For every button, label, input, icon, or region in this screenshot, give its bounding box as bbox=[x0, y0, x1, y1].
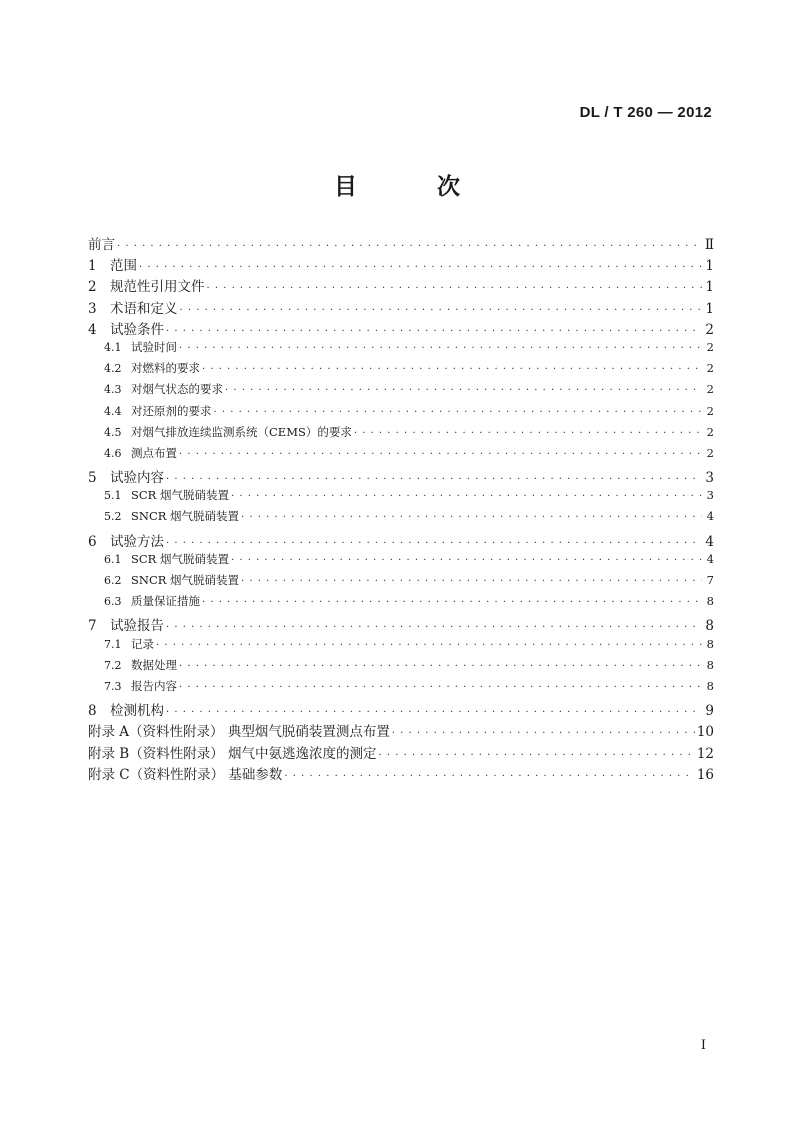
toc-entry-page: 2 bbox=[706, 361, 714, 376]
toc-dot-leader bbox=[166, 707, 702, 718]
toc-entry-number: 1 bbox=[88, 258, 97, 275]
toc-entry[interactable] bbox=[88, 636, 714, 657]
toc-entry-number: 4.2 bbox=[104, 362, 122, 376]
toc-entry-number: 7 bbox=[88, 618, 97, 635]
toc-entry-number: 3 bbox=[88, 300, 97, 317]
toc-entry[interactable] bbox=[88, 678, 714, 699]
toc-entry-page: 2 bbox=[706, 382, 714, 397]
toc-entry[interactable] bbox=[88, 487, 714, 508]
toc-entry[interactable] bbox=[88, 445, 714, 466]
toc-entry[interactable] bbox=[88, 657, 714, 678]
toc-entry-page: 10 bbox=[696, 724, 714, 741]
toc-entry-title: 试验条件 bbox=[110, 321, 164, 338]
toc-entry-page: 1 bbox=[705, 258, 714, 275]
toc-dot-leader bbox=[241, 576, 702, 587]
toc-dot-leader bbox=[179, 343, 702, 354]
toc-entry-number: 7.3 bbox=[104, 679, 122, 693]
toc-dot-leader bbox=[241, 512, 702, 523]
toc-dot-leader bbox=[231, 491, 702, 502]
toc-dot-leader bbox=[214, 407, 703, 418]
toc-entry-title: 附录 A（资料性附录） 典型烟气脱硝装置测点布置 bbox=[88, 724, 390, 741]
toc-entry-title: 记录 bbox=[131, 636, 154, 651]
toc-entry-title: 质量保证措施 bbox=[131, 594, 200, 609]
toc-entry-title: 对燃料的要求 bbox=[131, 361, 200, 376]
toc-entry-title: 数据处理 bbox=[131, 657, 177, 672]
toc-entry-number: 6.1 bbox=[104, 552, 122, 566]
toc-dot-leader bbox=[284, 771, 694, 782]
toc-entry[interactable] bbox=[88, 233, 714, 254]
toc-entry-number: 2 bbox=[88, 279, 97, 296]
toc-entry[interactable] bbox=[88, 360, 714, 381]
toc-entry-title: 检测机构 bbox=[110, 703, 164, 720]
toc-dot-leader bbox=[166, 474, 702, 485]
toc-entry-number: 4.1 bbox=[104, 340, 122, 354]
toc-entry-page: 8 bbox=[705, 618, 714, 635]
toc-entry-number: 6.3 bbox=[104, 595, 122, 609]
toc-entry-page: 1 bbox=[705, 279, 714, 296]
toc-entry-title: 测点布置 bbox=[131, 445, 177, 460]
toc-entry-title: 前言 bbox=[88, 237, 115, 253]
toc-entry-title: 试验时间 bbox=[131, 339, 177, 354]
toc-entry-page: 7 bbox=[706, 573, 714, 587]
toc-dot-leader bbox=[231, 555, 702, 566]
toc-entry-title: 范围 bbox=[110, 258, 137, 275]
toc-entry-title: 对烟气排放连续监测系统（CEMS）的要求 bbox=[131, 424, 352, 439]
toc-dot-leader bbox=[180, 305, 703, 316]
toc-entry-title: 对烟气状态的要求 bbox=[131, 382, 223, 397]
toc-entry[interactable] bbox=[88, 318, 714, 339]
toc-entry-title: SNCR 烟气脱硝装置 bbox=[131, 573, 240, 587]
toc-entry-number: 5.2 bbox=[104, 510, 122, 524]
toc-dot-leader bbox=[179, 449, 702, 460]
toc-dot-leader bbox=[166, 538, 702, 549]
toc-entry-page: 3 bbox=[705, 470, 714, 487]
toc-entry-number: 7.2 bbox=[104, 658, 122, 672]
toc-dot-leader bbox=[379, 750, 695, 761]
toc-dot-leader bbox=[156, 640, 702, 651]
table-of-contents bbox=[88, 233, 714, 784]
toc-entry[interactable] bbox=[88, 403, 714, 424]
toc-dot-leader bbox=[202, 364, 702, 375]
toc-entry-page: 1 bbox=[705, 300, 714, 317]
toc-entry[interactable] bbox=[88, 275, 714, 296]
toc-entry-number: 8 bbox=[88, 703, 97, 720]
toc-entry-number: 7.1 bbox=[104, 637, 122, 651]
toc-entry-title: SCR 烟气脱硝装置 bbox=[131, 488, 229, 503]
toc-entry[interactable] bbox=[88, 424, 714, 445]
toc-entry-number: 4.5 bbox=[104, 425, 122, 439]
toc-entry[interactable] bbox=[88, 593, 714, 614]
toc-entry-page: 4 bbox=[705, 533, 714, 550]
toc-entry-number: 4.3 bbox=[104, 383, 122, 397]
toc-dot-leader bbox=[202, 597, 702, 608]
toc-entry[interactable] bbox=[88, 530, 714, 551]
toc-entry[interactable] bbox=[88, 339, 714, 360]
toc-entry-number: 5 bbox=[88, 470, 97, 487]
toc-entry-page: 8 bbox=[706, 636, 714, 651]
toc-entry-page: 4 bbox=[706, 551, 714, 566]
toc-entry-title: 附录 C（资料性附录） 基础参数 bbox=[88, 766, 283, 783]
toc-entry-title: 附录 B（资料性附录） 烟气中氨逃逸浓度的测定 bbox=[88, 745, 377, 762]
toc-entry-page: 2 bbox=[706, 339, 714, 354]
toc-entry[interactable] bbox=[88, 720, 714, 741]
toc-entry-number: 4.6 bbox=[104, 446, 122, 460]
toc-dot-leader bbox=[166, 622, 702, 633]
toc-dot-leader bbox=[392, 728, 695, 739]
toc-entry-number: 5.1 bbox=[104, 489, 122, 503]
page-title: 目 次 bbox=[333, 174, 496, 200]
toc-entry-page: 2 bbox=[705, 321, 714, 338]
toc-entry-number: 6.2 bbox=[104, 574, 122, 587]
toc-entry[interactable] bbox=[88, 614, 714, 635]
toc-entry[interactable] bbox=[88, 297, 714, 318]
toc-entry-page: 8 bbox=[706, 657, 714, 672]
page-number: I bbox=[700, 1038, 706, 1053]
toc-entry[interactable] bbox=[88, 742, 714, 763]
toc-entry[interactable] bbox=[88, 572, 714, 593]
toc-entry-number: 4.4 bbox=[104, 404, 122, 418]
toc-dot-leader bbox=[207, 283, 703, 294]
toc-entry[interactable] bbox=[88, 508, 714, 529]
toc-entry[interactable] bbox=[88, 763, 714, 784]
toc-entry-page: 9 bbox=[705, 703, 714, 720]
toc-dot-leader bbox=[179, 661, 702, 672]
toc-entry-page: 2 bbox=[706, 445, 714, 460]
toc-entry[interactable] bbox=[88, 699, 714, 720]
document-code: DL / T 260 — 2012 bbox=[579, 104, 712, 121]
toc-dot-leader bbox=[179, 682, 702, 693]
toc-entry-page: 2 bbox=[706, 403, 714, 418]
toc-entry-title: SCR 烟气脱硝装置 bbox=[131, 551, 229, 566]
toc-entry-page: 12 bbox=[696, 745, 714, 762]
toc-entry-page: 16 bbox=[696, 766, 714, 783]
toc-dot-leader bbox=[354, 428, 702, 439]
toc-entry[interactable] bbox=[88, 254, 714, 275]
toc-entry-page: Ⅱ bbox=[704, 237, 714, 253]
toc-dot-leader bbox=[166, 326, 702, 337]
toc-dot-leader bbox=[117, 241, 702, 252]
toc-entry[interactable] bbox=[88, 381, 714, 402]
toc-entry-number: 4 bbox=[88, 321, 97, 338]
toc-entry-title: 术语和定义 bbox=[110, 300, 178, 317]
toc-entry-number: 6 bbox=[88, 533, 97, 550]
toc-entry-page: 2 bbox=[706, 424, 714, 439]
toc-entry-title: 报告内容 bbox=[131, 678, 177, 693]
toc-entry-title: 试验内容 bbox=[110, 470, 164, 487]
toc-dot-leader bbox=[139, 262, 702, 273]
toc-entry-title: 试验报告 bbox=[110, 618, 164, 635]
toc-entry-title: 对还原剂的要求 bbox=[131, 403, 212, 418]
toc-entry-page: 4 bbox=[706, 509, 714, 524]
toc-entry-title: 试验方法 bbox=[110, 533, 164, 550]
toc-entry[interactable] bbox=[88, 466, 714, 487]
toc-entry-page: 8 bbox=[706, 678, 714, 693]
toc-entry[interactable] bbox=[88, 551, 714, 572]
toc-entry-title: SNCR 烟气脱硝装置 bbox=[131, 509, 240, 524]
toc-entry-page: 8 bbox=[706, 594, 714, 609]
toc-dot-leader bbox=[225, 385, 702, 396]
toc-entry-page: 3 bbox=[706, 488, 714, 503]
toc-entry-title: 规范性引用文件 bbox=[110, 279, 205, 296]
